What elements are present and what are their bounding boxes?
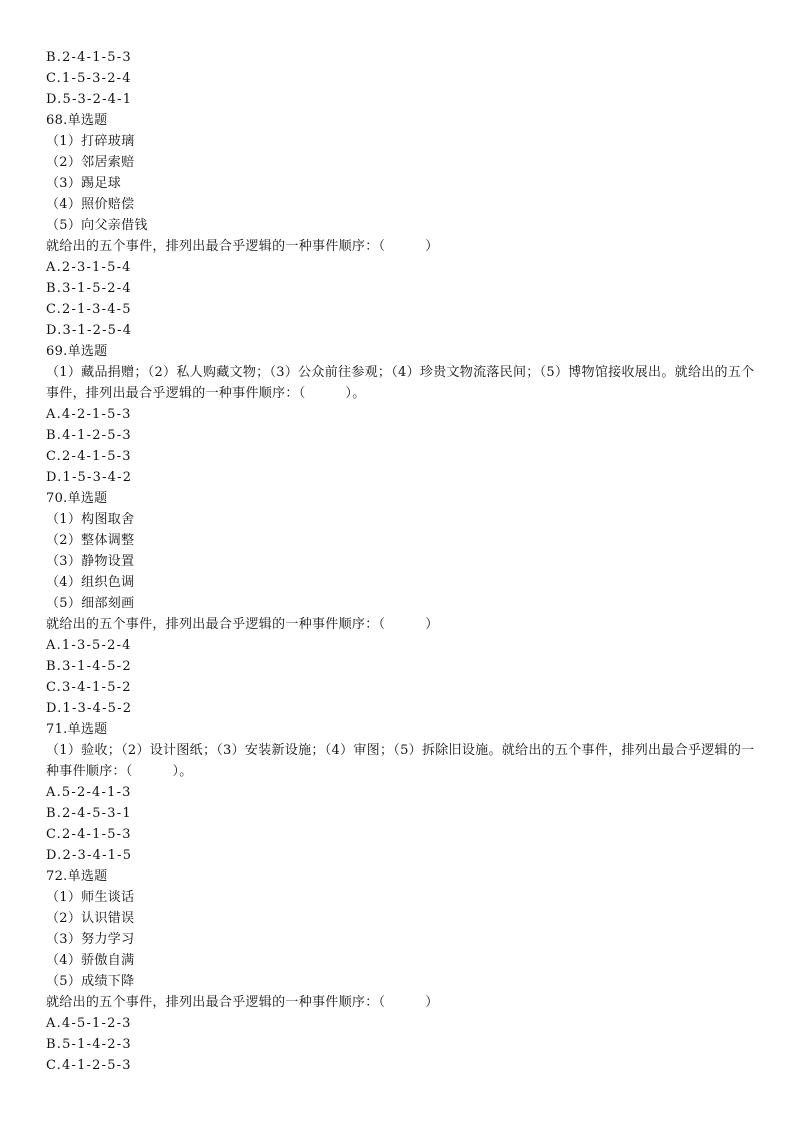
event-item: （4）骄傲自满: [46, 953, 135, 968]
question-70: [46, 488, 758, 719]
option-a: A.2-3-1-5-4: [46, 260, 132, 275]
option-a: A.4-5-1-2-3: [46, 1016, 132, 1031]
question-prompt: 就给出的五个事件，排列出最合乎逻辑的一种事件顺序：（ ）: [46, 617, 439, 632]
option-d: D.3-1-2-5-4: [46, 323, 133, 338]
option-b: B.4-1-2-5-3: [46, 428, 132, 443]
question-paragraph: （1）验收；（2）设计图纸；（3）安装新设施；（4）审图；（5）拆除旧设施。就给出的五个事件，排列出最合乎逻辑的一种事件顺序：（ ）。: [46, 743, 755, 779]
event-item: （5）细部刻画: [46, 596, 135, 611]
event-item: （2）认识错误: [46, 911, 135, 926]
option-c: C.3-4-1-5-2: [46, 680, 132, 695]
event-item: （5）成绩下降: [46, 974, 135, 989]
question-header: 68.单选题: [46, 113, 108, 128]
option-a: A.4-2-1-5-3: [46, 407, 132, 422]
event-item: （4）组织色调: [46, 575, 135, 590]
question-71: [46, 719, 758, 866]
question-prompt: 就给出的五个事件，排列出最合乎逻辑的一种事件顺序：（ ）: [46, 239, 439, 254]
option-b: B.2-4-5-3-1: [46, 806, 132, 821]
question-header: 69.单选题: [46, 344, 108, 359]
option-d: D.1-5-3-4-2: [46, 470, 133, 485]
question-69: [46, 341, 758, 488]
event-item: （3）静物设置: [46, 554, 135, 569]
event-item: （2）邻居索赔: [46, 155, 135, 170]
option-c: C.2-4-1-5-3: [46, 827, 132, 842]
event-item: （1）打碎玻璃: [46, 134, 135, 149]
event-item: （2）整体调整: [46, 533, 135, 548]
option-a: A.5-2-4-1-3: [46, 785, 132, 800]
option-b: B.5-1-4-2-3: [46, 1037, 132, 1052]
event-item: （3）努力学习: [46, 932, 135, 947]
option-b: B.2-4-1-5-3: [46, 50, 132, 65]
question-72: [46, 866, 758, 1076]
question-header: 70.单选题: [46, 491, 108, 506]
question-header: 71.单选题: [46, 722, 108, 737]
document-page: [46, 47, 758, 1076]
event-item: （1）师生谈话: [46, 890, 135, 905]
question-header: 72.单选题: [46, 869, 108, 884]
event-item: （5）向父亲借钱: [46, 218, 148, 233]
event-item: （1）构图取舍: [46, 512, 135, 527]
option-b: B.3-1-4-5-2: [46, 659, 132, 674]
option-d: D.2-3-4-1-5: [46, 848, 133, 863]
question-paragraph: （1）藏品捐赠；（2）私人购藏文物；（3）公众前往参观；（4）珍贵文物流落民间；（5）博物馆接收展出。就给出的五个事件，排列出最合乎逻辑的一种事件顺序：（ ）。: [46, 365, 755, 401]
option-c: C.1-5-3-2-4: [46, 71, 132, 86]
option-d: D.5-3-2-4-1: [46, 92, 133, 107]
option-c: C.2-1-3-4-5: [46, 302, 132, 317]
question-68: [46, 110, 758, 341]
option-a: A.1-3-5-2-4: [46, 638, 132, 653]
event-item: （3）踢足球: [46, 176, 122, 191]
option-c: C.4-1-2-5-3: [46, 1058, 132, 1073]
question-prompt: 就给出的五个事件，排列出最合乎逻辑的一种事件顺序：（ ）: [46, 995, 439, 1010]
question-67-tail: [46, 47, 758, 110]
option-c: C.2-4-1-5-3: [46, 449, 132, 464]
event-item: （4）照价赔偿: [46, 197, 135, 212]
option-d: D.1-3-4-5-2: [46, 701, 133, 716]
option-b: B.3-1-5-2-4: [46, 281, 132, 296]
